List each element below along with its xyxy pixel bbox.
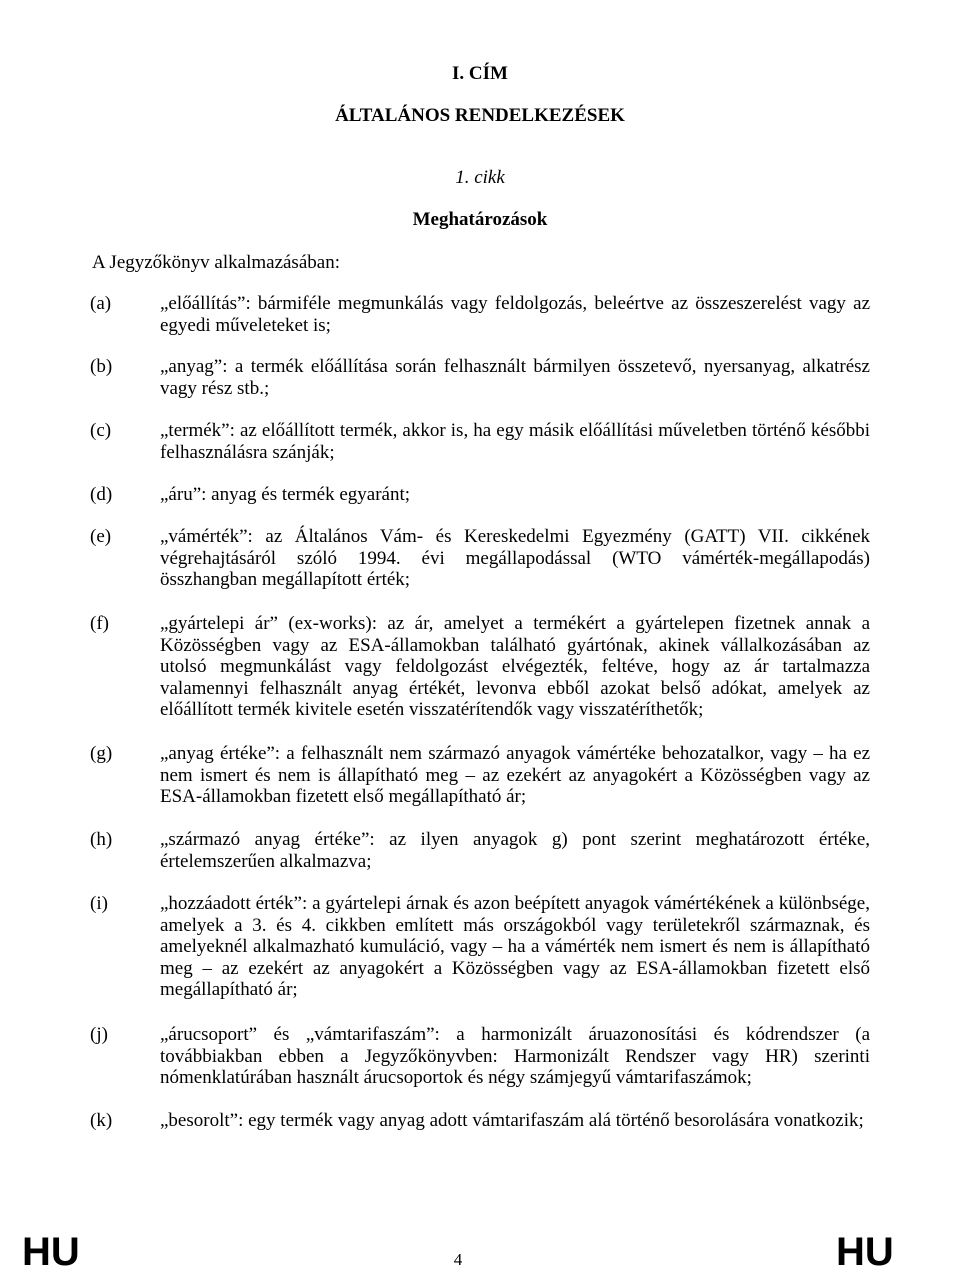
definition-label: (d) — [90, 484, 113, 505]
definition-text: „árucsoport” és „vámtarifaszám”: a harmonizált áruazonosítási és kódrendszer (a továbbiakban ebben a Jegyzőkönyvben: Harmonizált Rendszer vagy HR) szerinti nómenklatúrában használt árucsoportok és négy számjegyű vámtarifaszámok; — [160, 1024, 870, 1088]
definition-text: „anyag értéke”: a felhasznált nem származó anyagok vámértéke behozatalkor, vagy – ha ez nem ismert és nem is állapítható meg – az ezekért az anyagokért a Közösségben vagy az ESA-államokban fizetett első megállapítható ár; — [160, 743, 870, 807]
definition-text: „anyag”: a termék előállítása során felhasznált bármilyen összetevő, nyersanyag, alkatrész vagy rész stb.; — [160, 356, 870, 399]
footer-language-left: HU — [22, 1230, 80, 1274]
definition-text: „áru”: anyag és termék egyaránt; — [160, 484, 411, 505]
article-number: 1. cikk — [455, 167, 505, 188]
page-number: 4 — [453, 1250, 463, 1269]
definition-label: (j) — [90, 1024, 108, 1045]
definition-text: „hozzáadott érték”: a gyártelepi árnak és azon beépített anyagok vámértékének a különbsége, amelyek a 3. és 4. cikkben említett más országokból vagy területekről származnak, és amelyeknél alkalmazható kumuláció, vagy – ha a vámérték nem ismert és nem is állapítható meg – az ezekért az anyagokért a Közösségben vagy az ESA-államokban fizetett első megállapítható ár; — [160, 893, 870, 1000]
definition-label: (f) — [90, 613, 109, 634]
definition-label: (k) — [90, 1110, 113, 1131]
article-title: Meghatározások — [412, 209, 548, 230]
section-subtitle: ÁLTALÁNOS RENDELKEZÉSEK — [335, 105, 625, 126]
definition-label: (c) — [90, 420, 112, 441]
definition-label: (e) — [90, 526, 112, 547]
definition-label: (i) — [90, 893, 108, 914]
intro-text: A Jegyzőkönyv alkalmazásában: — [92, 252, 340, 273]
definition-label: (a) — [90, 293, 112, 314]
definition-text: „származó anyag értéke”: az ilyen anyagok g) pont szerint meghatározott értéke, értelemszerűen alkalmazva; — [160, 829, 870, 872]
definition-text: „vámérték”: az Általános Vám- és Kereskedelmi Egyezmény (GATT) VII. cikkének végrehajtásáról szóló 1994. évi megállapodással (WTO vámérték-megállapodás) összhangban megállapított érték; — [160, 526, 870, 590]
definition-label: (b) — [90, 356, 113, 377]
footer-language-right: HU — [836, 1230, 894, 1274]
definition-text: „termék”: az előállított termék, akkor is, ha egy másik előállítási műveletben történő későbbi felhasználásra szánják; — [160, 420, 870, 463]
definition-label: (h) — [90, 829, 113, 850]
section-title: I. CÍM — [452, 63, 508, 84]
definition-text: „előállítás”: bármiféle megmunkálás vagy feldolgozás, beleértve az összeszerelést vagy az egyedi műveleteket is; — [160, 293, 870, 336]
definition-text: „besorolt”: egy termék vagy anyag adott vámtarifaszám alá történő besorolására vonatkozik; — [160, 1110, 864, 1131]
definition-label: (g) — [90, 743, 113, 764]
definition-text: „gyártelepi ár” (ex-works): az ár, amelyet a termékért a gyártelepen fizetnek annak a Közösségben vagy az ESA-államokban található gyártónak, akinek vállalkozásában az utolsó megmunkálást vagy feldolgozást elvégezték, feltéve, hogy az ár tartalmazza valamennyi felhasznált anyag értékét, levonva ebből azokat belső adókat, amelyek az előállított termék kivitele esetén visszatérítendők vagy visszatéríthetők; — [160, 613, 870, 720]
